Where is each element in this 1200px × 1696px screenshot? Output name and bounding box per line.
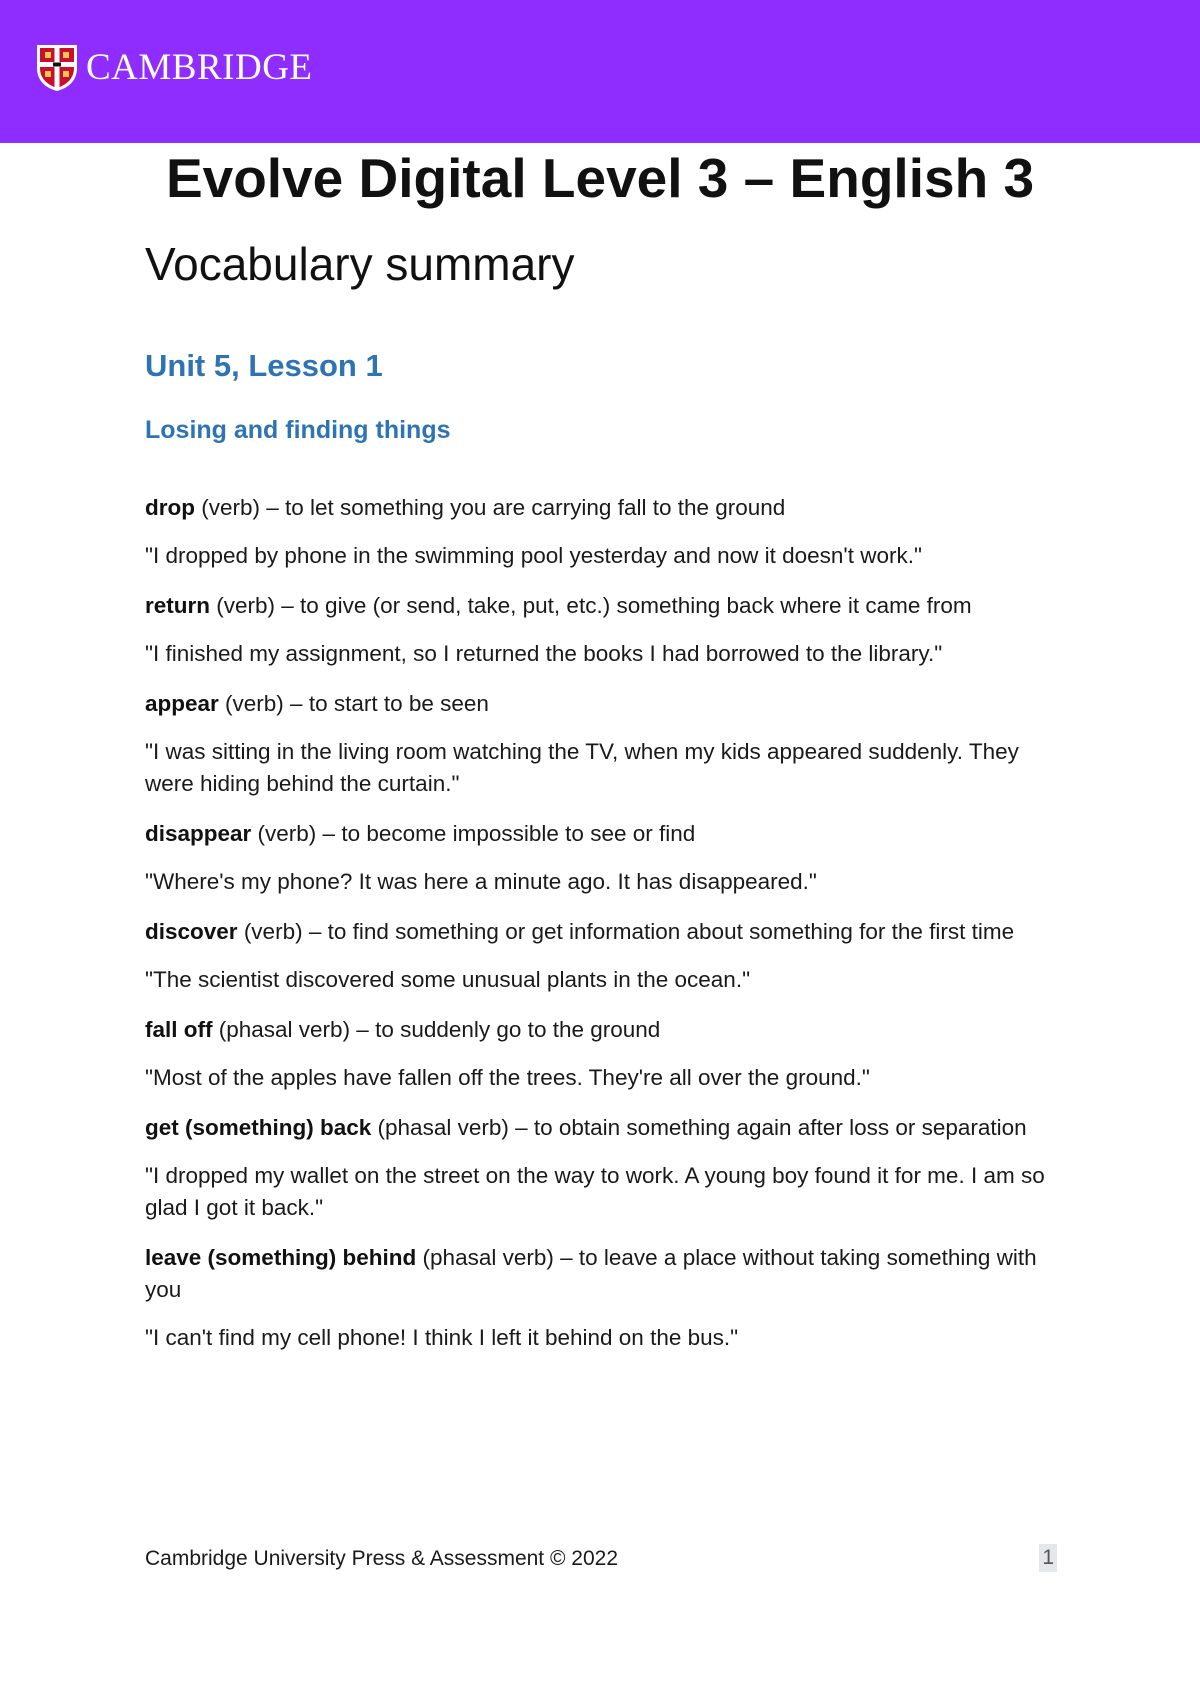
vocabulary-entry-drop [145,492,1060,572]
entry-example: "The scientist discovered some unusual plants in the ocean." [145,967,751,992]
entry-term: fall off [145,1017,213,1042]
vocabulary-entry-get-back [145,1112,1060,1224]
entry-example: "Most of the apples have fallen off the trees. They're all over the ground." [145,1065,870,1090]
entry-definition [145,1014,1060,1046]
entry-term: return [145,593,211,618]
entry-term: get (something) back [145,1115,372,1140]
vocabulary-entry-discover [145,916,1060,996]
vocabulary-entry-fall-off [145,1014,1060,1094]
entry-example: "I can't find my cell phone! I think I left it behind on the bus." [145,1325,739,1350]
entry-definition-text: (phasal verb) – to leave a place without taking something with you [145,1245,1037,1302]
entry-definition-text: (verb) – to let something you are carrying fall to the ground [195,495,786,520]
entry-example: "Where's my phone? It was here a minute ago. It has disappeared." [145,869,817,894]
vocabulary-list [145,492,1060,1372]
entry-definition-text: (phasal verb) – to suddenly go to the ground [212,1017,661,1042]
vocabulary-entry-disappear [145,818,1060,898]
topic-heading: Losing and finding things [145,416,451,444]
page-number: 1 [1039,1544,1057,1572]
entry-example: "I finished my assignment, so I returned the books I had borrowed to the library." [145,641,943,666]
publisher-copyright: Cambridge University Press & Assessment © 2022 [145,1547,618,1570]
entry-definition [145,590,1060,622]
entry-example: "I dropped my wallet on the street on the way to work. A young boy found it for me. I am so glad I got it back." [145,1163,1045,1220]
entry-example: "I dropped by phone in the swimming pool yesterday and now it doesn't work." [145,543,922,568]
vocabulary-entry-leave-behind [145,1242,1060,1354]
unit-heading: Unit 5, Lesson 1 [145,348,383,383]
entry-definition-text: (verb) – to become impossible to see or find [251,821,696,846]
entry-term: drop [145,495,195,520]
page-footer [145,1542,1057,1576]
brand-name: CAMBRIDGE [86,47,313,88]
cambridge-logo [36,44,313,92]
entry-definition [145,688,1060,720]
entry-definition-text: (phasal verb) – to obtain something again after loss or separation [371,1115,1027,1140]
entry-definition [145,1242,1060,1306]
entry-definition [145,1112,1060,1144]
document-subtitle: Vocabulary summary [145,238,575,290]
entry-definition [145,492,1060,524]
entry-definition [145,818,1060,850]
cambridge-shield-icon [36,44,78,92]
entry-term: discover [145,919,238,944]
vocabulary-entry-return [145,590,1060,670]
entry-term: appear [145,691,219,716]
entry-definition [145,916,1060,948]
entry-term: disappear [145,821,252,846]
entry-definition-text: (verb) – to start to be seen [218,691,489,716]
document-title: Evolve Digital Level 3 – English 3 [165,147,1035,209]
entry-term: leave (something) behind [145,1245,417,1270]
header-bar [0,0,1200,143]
entry-definition-text: (verb) – to find something or get information about something for the first time [237,919,1015,944]
entry-definition-text: (verb) – to give (or send, take, put, etc.) something back where it came from [210,593,972,618]
entry-example: "I was sitting in the living room watching the TV, when my kids appeared suddenly. They were hiding behind the curtain." [145,739,1019,796]
vocabulary-entry-appear [145,688,1060,800]
